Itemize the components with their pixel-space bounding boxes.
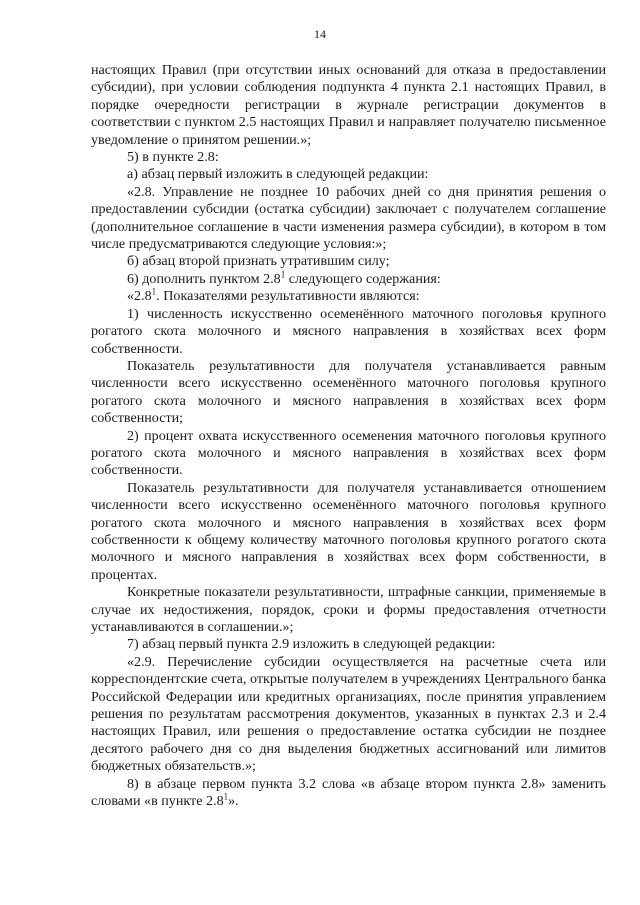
paragraph-item-8	[91, 776, 606, 811]
paragraph-quote-2-8-1-text: «2.8	[127, 288, 152, 305]
paragraph-indicator-1: 1) численность искусственно осеменённого маточного поголовья крупного рогатого скота молочного и мясного направления в хозяйствах всех форм собственности.	[91, 305, 606, 357]
paragraph-quote-2-8-1	[91, 288, 606, 305]
paragraph-indicator-2: 2) процент охвата искусственного осеменения маточного поголовья крупного рогатого скота молочного и мясного направления в хозяйствах всех форм собственности.	[91, 427, 606, 479]
paragraph-item-6	[91, 271, 606, 288]
paragraph-quote-2-8-1-tail: . Показателями результативности являются:	[156, 288, 420, 305]
paragraph-item-7: 7) абзац первый пункта 2.9 изложить в следующей редакции:	[127, 636, 496, 653]
paragraph-quote-2-9: «2.9. Перечисление субсидии осуществляется на расчетные счета или корреспондентские счета, открытые получателем в учреждениях Центрального банка Российской Федерации или кредитных организациях, после принятия управлением решения по результатам рассмотрения документов, указанных в пунктах 2.3 и 2.4 настоящих Правил, или решения о предоставление остатка субсидии не позднее десятого рабочего дня со дня выделения бюджетных ассигнований или лимитов бюджетных обязательств.»;	[91, 653, 606, 775]
paragraph-indicator-2-value: Показатель результативности для получателя устанавливается отношением численности всего искусственно осеменённого маточного поголовья крупного рогатого скота молочного и мясного направления в хозяйствах всех форм собственности к общему количеству маточного поголовья крупного рогатого скота молочного и мясного направления в хозяйствах всех форм собственности, в процентах.	[91, 479, 606, 583]
paragraph-quote-2-8: «2.8. Управление не позднее 10 рабочих дней со дня принятия решения о предоставлении субсидии (остатка субсидии) заключает с получателем соглашение (дополнительное соглашение в части изменения размера субсидии), в котором в том числе предусматриваются следующие условия:»;	[91, 183, 606, 253]
paragraph-continuation: настоящих Правил (при отсутствии иных оснований для отказа в предоставлении субсидии), при условии соблюдения подпункта 4 пункта 2.1 настоящих Правил, в порядке очередности регистрации в журнале регистрации документов в соответствии с пунктом 2.5 настоящих Правил и направляет получателю письменное уведомление о принятом решении.»;	[91, 62, 606, 148]
superscript: 1	[151, 286, 157, 297]
document-body	[91, 62, 606, 810]
paragraph-item-6-tail: следующего содержания:	[285, 270, 441, 287]
paragraph-item-8-tail: ».	[228, 793, 239, 810]
paragraph-item-5b: б) абзац второй признать утратившим силу;	[127, 253, 390, 270]
paragraph-item-5a: а) абзац первый изложить в следующей редакции:	[127, 166, 429, 183]
superscript: 1	[280, 269, 286, 280]
paragraph-item-8-text: 8) в абзаце первом пункта 3.2 слова «в абзаце втором пункта 2.8» заменить словами «в пункте 2.8	[91, 775, 606, 810]
page-number: 14	[314, 27, 326, 41]
paragraph-item-6-text: 6) дополнить пунктом 2.8	[127, 270, 281, 287]
superscript: 1	[223, 791, 229, 802]
paragraph-indicator-1-value: Показатель результативности для получателя устанавливается равным численности всего искусственно осеменённого маточного поголовья крупного рогатого скота молочного и мясного направления в хозяйствах всех форм собственности;	[91, 357, 606, 427]
paragraph-item-5: 5) в пункте 2.8:	[127, 149, 219, 166]
paragraph-specific-indicators: Конкретные показатели результативности, штрафные санкции, применяемые в случае их недостижения, порядок, сроки и формы предоставления отчетности устанавливаются в соглашении.»;	[91, 584, 606, 635]
